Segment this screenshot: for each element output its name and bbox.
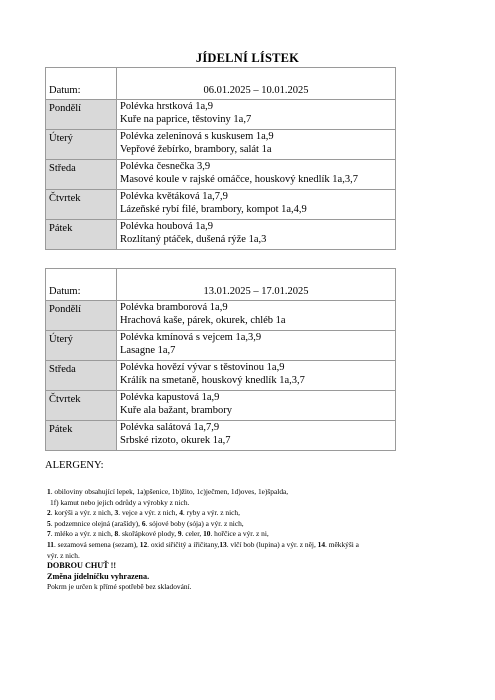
allergen-number: 3: [114, 508, 119, 518]
dishes-cell: [117, 391, 396, 421]
day-label: Pátek: [46, 220, 117, 250]
allergen-text: . ryby a výr. z nich,: [182, 508, 240, 518]
date-label: Datum:: [46, 269, 117, 301]
allergen-number: 8: [114, 529, 119, 539]
dish-main: Hrachová kaše, párek, okurek, chléb 1a: [120, 315, 286, 326]
allergen-text: . skořápkové plody,: [118, 529, 178, 539]
date-range: 06.01.2025 – 10.01.2025: [117, 68, 396, 100]
dish-main: Lasagne 1a,7: [120, 345, 176, 356]
menu-change-notice: Změna jídelníčku vyhrazena.: [47, 571, 150, 581]
day-label: Pondělí: [46, 301, 117, 331]
menu-row-tuesday: [46, 331, 396, 361]
allergen-number: 7: [47, 529, 51, 539]
date-row: [46, 269, 396, 301]
allergen-line: [47, 519, 407, 530]
day-label: Pátek: [46, 421, 117, 451]
consumption-note: Pokrm je určen k přímé spotřebě bez skladování.: [47, 582, 192, 592]
page-title: JÍDELNÍ LÍSTEK: [195, 51, 300, 65]
date-label: Datum:: [46, 68, 117, 100]
allergen-number: 14: [317, 539, 326, 549]
dish-main: Masové koule v rajské omáčce, houskový knedlík 1a,3,7: [120, 174, 358, 185]
dishes-cell: [117, 421, 396, 451]
dishes-cell: [117, 220, 396, 250]
allergen-number: 9: [177, 529, 182, 539]
dish-soup: Polévka květáková 1a,7,9: [120, 191, 228, 202]
allergen-text: . korýši a výr. z nich,: [50, 508, 115, 518]
allergen-line: [47, 508, 407, 519]
dishes-cell: [117, 331, 396, 361]
dishes-cell: [117, 361, 396, 391]
allergen-number: 12: [139, 539, 148, 549]
menu-row-friday: [46, 421, 396, 451]
dishes-cell: [117, 301, 396, 331]
date-range: 13.01.2025 – 17.01.2025: [117, 269, 396, 301]
allergen-number: 10: [203, 529, 211, 539]
allergen-text: . obiloviny obsahující lepek, 1a)pšenice, 1b)žito, 1c)ječmen, 1d)oves, 1e)špalda,: [50, 487, 289, 496]
allergen-number: 5: [47, 518, 51, 528]
allergen-number: 13: [219, 539, 227, 549]
menu-row-tuesday: [46, 130, 396, 160]
allergen-number: 11: [47, 539, 54, 549]
dish-main: Rozlítaný ptáček, dušená rýže 1a,3: [120, 234, 267, 245]
day-label: Středa: [46, 160, 117, 190]
dish-main: Králík na smetaně, houskový knedlík 1a,3,7: [120, 375, 305, 386]
allergens-list: [47, 487, 407, 593]
allergen-line: [47, 498, 407, 509]
allergen-line: [47, 540, 407, 551]
dishes-cell: [117, 100, 396, 130]
allergen-text: . hořčice a výr. z ni,: [210, 529, 269, 539]
allergen-text: . sezamová semena (sezam),: [53, 539, 140, 549]
dish-soup: Polévka česnečka 3,9: [120, 161, 211, 172]
dish-soup: Polévka kmínová s vejcem 1a,3,9: [120, 332, 262, 343]
day-label: Čtvrtek: [46, 391, 117, 421]
allergen-text: výr. z nich.: [47, 550, 80, 560]
dish-main: Kuře na paprice, těstoviny 1a,7: [120, 114, 252, 125]
allergens-heading: ALERGENY:: [45, 460, 104, 471]
menu-row-wednesday: [46, 160, 396, 190]
dish-soup: Polévka hrstková 1a,9: [120, 101, 214, 112]
menu-row-thursday: [46, 391, 396, 421]
allergen-text: 1f) kamut nebo jejich odrůdy a výrobky z nich.: [50, 497, 190, 507]
allergen-line: [47, 551, 407, 562]
allergen-text: . vlčí bob (lupina) a výr. z něj,: [226, 539, 318, 549]
allergen-text: . mléko a výr. z nich,: [50, 529, 115, 539]
day-label: Úterý: [46, 130, 117, 160]
dish-soup: Polévka kapustová 1a,9: [120, 392, 220, 403]
menu-row-wednesday: [46, 361, 396, 391]
dish-main: Kuře ala bažant, brambory: [120, 405, 232, 416]
day-label: Pondělí: [46, 100, 117, 130]
day-label: Čtvrtek: [46, 190, 117, 220]
enjoy-meal-text: DOBROU CHUŤ !!: [47, 561, 117, 571]
menu-row-friday: [46, 220, 396, 250]
allergen-text: . vejce a výr. z nich,: [118, 508, 180, 518]
allergen-line: [47, 487, 407, 498]
day-label: Úterý: [46, 331, 117, 361]
allergen-text: . měkkýši a: [325, 539, 359, 549]
dishes-cell: [117, 190, 396, 220]
dish-soup: Polévka hovězí vývar s těstovinou 1a,9: [120, 362, 285, 373]
dish-soup: Polévka bramborová 1a,9: [120, 302, 228, 313]
date-row: [46, 68, 396, 100]
dishes-cell: [117, 130, 396, 160]
menu-row-monday: [46, 100, 396, 130]
allergen-text: . oxid siřičitý a iřičitany,: [147, 539, 220, 549]
menu-table-week-2: [45, 268, 396, 451]
menu-row-thursday: [46, 190, 396, 220]
dishes-cell: [117, 160, 396, 190]
day-label: Středa: [46, 361, 117, 391]
menu-table-week-1: [45, 67, 396, 250]
allergen-line: [47, 529, 407, 540]
allergen-text: . sójové boby (sója) a výr. z nich,: [145, 518, 244, 528]
dish-main: Srbské rizoto, okurek 1a,7: [120, 435, 231, 446]
dish-main: Vepřové žebírko, brambory, salát 1a: [120, 144, 272, 155]
allergen-number: 1: [47, 487, 51, 496]
allergen-text: . podzemnice olejná (arašídy),: [50, 518, 142, 528]
allergen-number: 2: [47, 508, 51, 518]
dish-soup: Polévka zeleninová s kuskusem 1a,9: [120, 131, 274, 142]
dish-soup: Polévka salátová 1a,7,9: [120, 422, 220, 433]
dish-main: Lázeňské rybí filé, brambory, kompot 1a,4,9: [120, 204, 307, 215]
menu-row-monday: [46, 301, 396, 331]
allergen-number: 6: [141, 518, 146, 528]
allergen-text: . celer,: [181, 529, 204, 539]
dish-soup: Polévka houbová 1a,9: [120, 221, 214, 232]
allergen-number: 4: [179, 508, 183, 518]
